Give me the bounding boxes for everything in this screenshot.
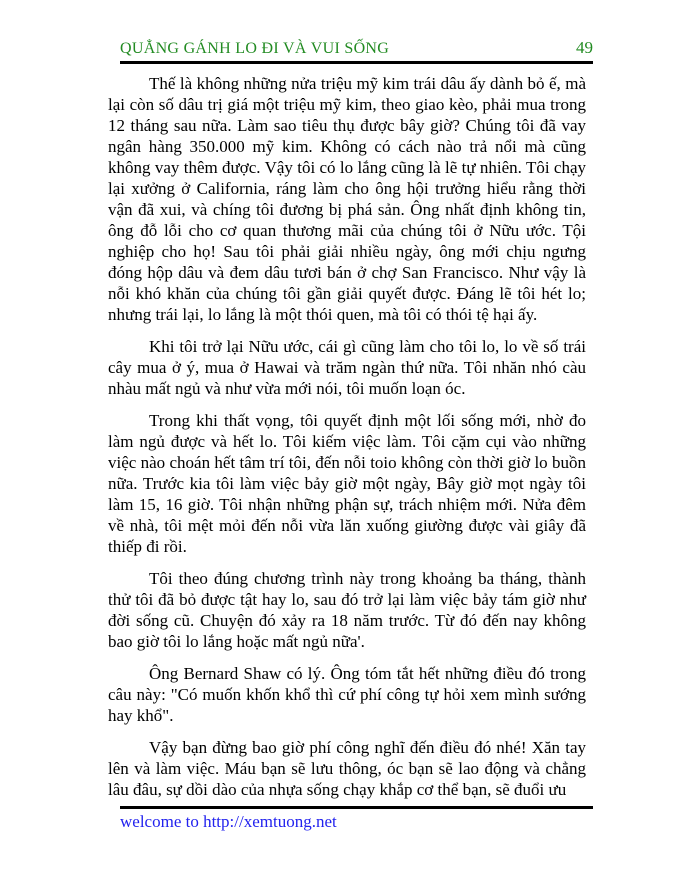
page-number: 49 <box>576 38 593 57</box>
paragraph: Khi tôi trở lại Nữu ước, cái gì cũng làm cho tôi lo, lo về số trái cây mua ở ý, mua ở Hawai và trăm ngàn thứ nữa. Tôi nhăn nhó càu nhàu mất ngủ và như vừa mới nói, tôi muốn loạn óc. <box>108 337 586 398</box>
book-title: QUẲNG GÁNH LO ĐI VÀ VUI SỐNG <box>120 40 390 57</box>
paragraph: Tôi theo đúng chương trình này trong khoảng ba tháng, thành thử tôi đã bỏ được tật hay lo, sau đó trở lại làm việc bảy tám giờ như đời sống cũ. Chuyện đó xảy ra 18 năm trước. Từ đó đến nay không bao giờ tôi lo lắng hoặc mất ngủ nữa'. <box>108 569 586 651</box>
website-link[interactable]: welcome to http://xemtuong.net <box>120 812 337 831</box>
paragraph: Trong khi thất vọng, tôi quyết định một lối sống mới, nhờ đo làm ngủ được và hết lo. Tôi kiếm việc làm. Tôi cặm cụi vào những việc nào choán hết tâm trí tôi, đến nỗi toio không còn thời giờ lo buồn nữa. Trước kia tôi làm việc bảy giờ một ngày, Bây giờ mọt ngày tôi làm 15, 16 giờ. Tôi nhận những phận sự, trách nhiệm mới. Nửa đêm về nhà, tôi mệt mỏi đến nỗi vừa lăn xuống giường được vài giây đã thiếp đi rồi. <box>108 411 586 556</box>
paragraph: Thế là không những nửa triệu mỹ kim trái dâu ấy dành bỏ ế, mà lại còn số dâu trị giá một triệu mỹ kim, theo giao kèo, phải mua trong 12 tháng sau nữa. Làm sao tiêu thụ được bây giờ? Chúng tôi đã vay ngân hàng 350.000 mỹ kim. Không có cách nào trả nổi mà cũng không vay thêm được. Vậy tôi có lo lắng cũng là lẽ tự nhiên. Tôi chạy lại xưởng ở California, ráng làm cho ông hội trưởng hiểu rằng thời vận đã xui, và chíng tôi đương bị phá sản. Ông nhất định không tin, ông đỗ lỗi cho cơ quan thương mãi của chúng tôi ở Nữu ước. Tội nghiệp cho họ! Sau tôi phải giải nhiều ngày, ông mới chịu ngưng đóng hộp dâu và đem dâu tươi bán ở chợ San Francisco. Như vậy là nỗi khó khăn của chúng tôi gần giải quyết được. Đáng lẽ tôi hét lo; nhưng trái lại, lo lắng là một thói quen, mà tôi có thói tệ hại ấy. <box>108 74 586 324</box>
paragraph: Vậy bạn đừng bao giờ phí công nghĩ đến điều đó nhé! Xăn tay lên và làm việc. Máu bạn sẽ lưu thông, óc bạn sẽ lao động và chẳng lâu đâu, sự dồi dào của nhựa sống chạy khắp cơ thể bạn, sẽ đuổi ưu <box>108 738 586 799</box>
page-header <box>120 38 593 64</box>
paragraph: Ông Bernard Shaw có lý. Ông tóm tắt hết những điều đó trong câu này: "Có muốn khốn khổ thì cứ phí công tự hỏi xem mình sướng hay khổ". <box>108 664 586 725</box>
body-text <box>108 73 586 800</box>
page-footer <box>120 806 593 832</box>
